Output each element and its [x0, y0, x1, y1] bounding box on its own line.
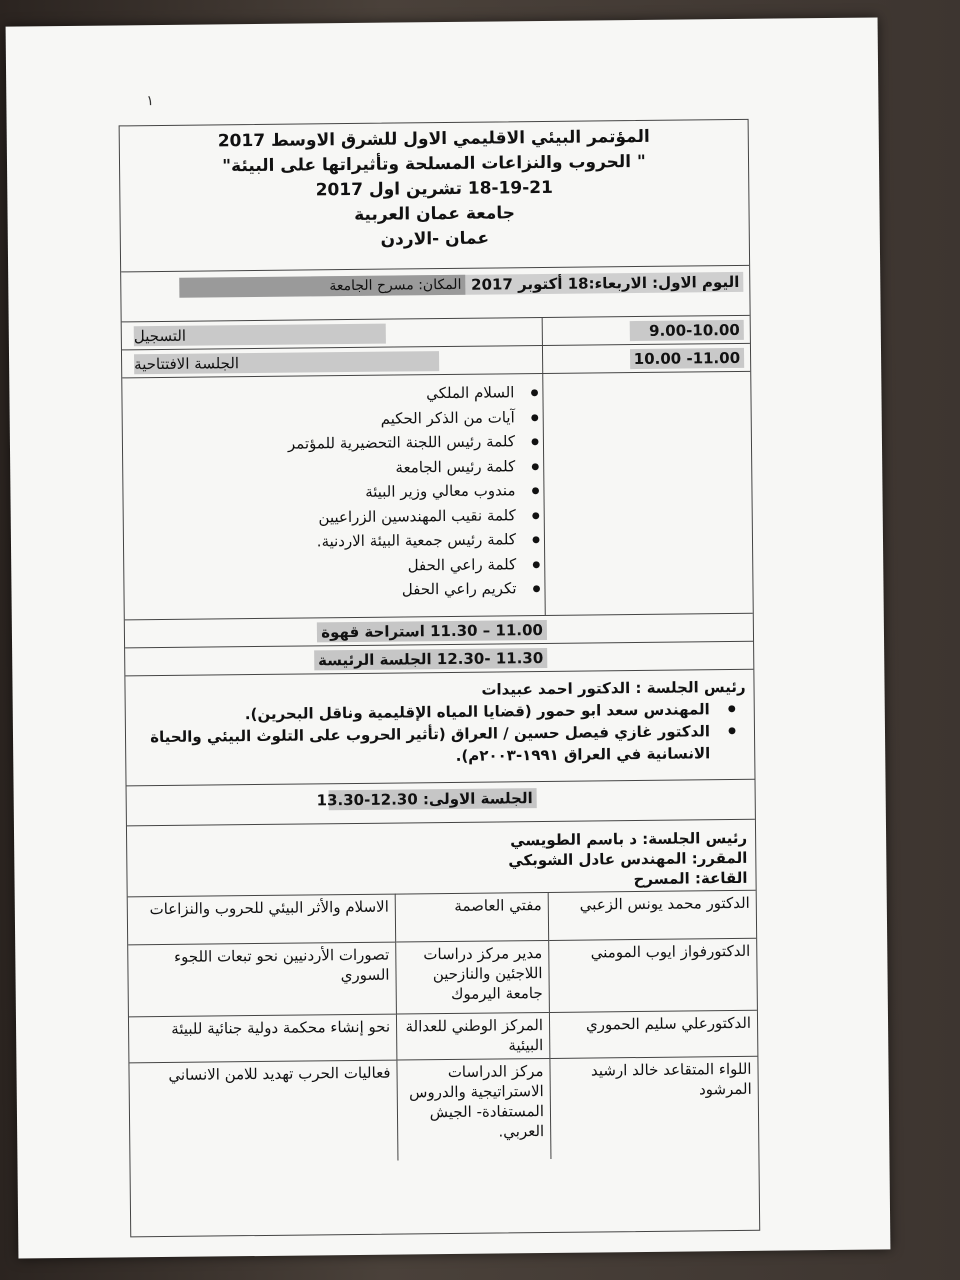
speaker-org: مدير مركز دراسات اللاجئين والنازحين جامعة اليرموك: [396, 940, 550, 1014]
table-row: [128, 938, 757, 1017]
speaker-topic: تصورات الأردنيين نحو تبعات اللجوء السوري: [128, 942, 396, 1017]
speaker-name: الدكتورفواز ايوب المومني: [549, 938, 757, 1012]
opening-agenda-list: [122, 380, 544, 605]
main-session-chair: رئيس الجلسة : الدكتور احمد عبيدات: [481, 677, 746, 699]
conference-header: [120, 120, 749, 273]
opening-agenda-cell: [122, 374, 545, 619]
coffee-break-label: 11.00 – 11.30 استراحة قهوة: [317, 620, 547, 642]
desc-cell: [122, 346, 542, 377]
first-session-chair: رئيس الجلسة: د باسم الطويسي: [510, 828, 748, 850]
desc-cell: [122, 318, 542, 349]
main-session-label: 11.30 -12.30 الجلسة الرئيسة: [314, 648, 547, 670]
speaker-name: اللواء المتقاعد خالد ارشيد المرشود: [550, 1056, 759, 1158]
list-item: ● كلمة نقيب المهندسين الزراعيين: [124, 503, 516, 532]
desc-label: الجلسة الافتتاحية: [134, 351, 439, 374]
list-item: ● السلام الملكي: [122, 380, 514, 409]
list-item: ● مندوب معالي وزير البيئة: [123, 478, 515, 507]
document-page: [6, 17, 891, 1258]
day-label: اليوم الاول: الاربعاء:18 أكتوبر 2017: [311, 272, 743, 297]
speaker-topic: الاسلام والأثر البيئي للحروب والنزاعات: [128, 894, 396, 945]
table-row: [129, 1010, 757, 1063]
list-item: ● آيات من الذكر الحكيم: [123, 405, 515, 434]
conference-venue: جامعة عمان العربية: [354, 203, 516, 225]
speakers-table: [128, 890, 759, 1163]
first-session-hall: القاعة: المسرح: [633, 868, 748, 889]
first-session-label: الجلسة الاولى: 12.30-13.30: [329, 788, 537, 810]
list-item: ● كلمة راعي الحفل: [124, 552, 516, 581]
time-label: 9.00-10.00: [630, 320, 744, 341]
speaker-org: المركز الوطني للعدالة البيئية: [396, 1012, 549, 1060]
speaker-name: الدكتور محمد يونس الزعبي: [548, 890, 756, 940]
first-session-rapporteur: المقرر: المهندس عادل الشوبكي: [508, 848, 748, 870]
opening-agenda-row: [122, 372, 752, 621]
speaker-topic: نحو إنشاء محكمة دولية جنائية للبيئة: [129, 1014, 397, 1063]
day-row: [121, 266, 749, 323]
first-session-meta: [127, 820, 756, 897]
empty-time-cell: [542, 372, 753, 615]
list-item: ● كلمة رئيس جمعية البيئة الاردنية.: [124, 527, 516, 556]
day-place: المكان: مسرح الجامعة: [179, 275, 465, 298]
main-session-list: [134, 698, 747, 770]
list-item: ● كلمة رئيس اللجنة التحضيرية للمؤتمر: [123, 429, 515, 458]
speaker-topic: فعاليات الحرب تهديد للامن الانساني: [129, 1060, 398, 1163]
list-item: ● تكريم راعي الحفل: [124, 576, 516, 605]
conference-theme: " الحروب والنزاعات المسلحة وتأثيراتها على البيئة": [222, 151, 646, 177]
speaker-name: الدكتورعلي سليم الحموري: [549, 1010, 757, 1058]
speaker-org: مركز الدراسات الاستراتيجية والدروس المستفادة- الجيش العربي.: [397, 1058, 551, 1160]
time-cell: [542, 316, 750, 345]
time-cell: [542, 344, 750, 373]
list-item: ● الدكتور غازي فيصل حسين / العراق (تأثير الحروب على التلوث البيئي والحياة الانسانية في العراق ١٩٩١-٢٠٠٣م).: [134, 720, 710, 770]
main-session-block: [125, 670, 754, 787]
desc-label: التسجيل: [134, 324, 386, 347]
conference-dates: 18-19-21 تشرين اول 2017: [315, 177, 554, 201]
conference-city: عمان -الاردن: [380, 228, 490, 250]
table-row: [128, 890, 756, 945]
first-session-row: [127, 780, 755, 827]
list-item: ● كلمة رئيس الجامعة: [123, 454, 515, 483]
list-item: ● المهندس سعد ابو حمور (قضايا المياه الإقليمية وناقل البحرين).: [134, 698, 710, 726]
speaker-org: مفتي العاصمة: [395, 892, 548, 942]
conference-title: المؤتمر البيئي الاقليمي الاول للشرق الاوسط 2017: [217, 126, 650, 152]
time-label: 10.00 -11.00: [630, 348, 744, 369]
page-number: ١: [146, 93, 154, 110]
program-frame: [119, 119, 761, 1238]
table-row: [129, 1056, 758, 1163]
